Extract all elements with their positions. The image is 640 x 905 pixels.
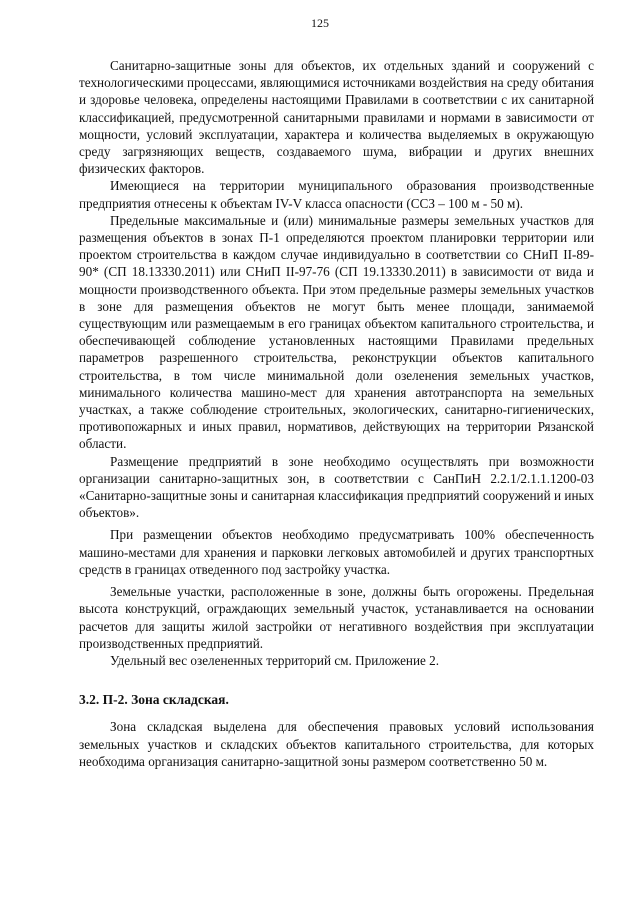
paragraph-warehouse-zone: Зона складская выделена для обеспечения правовых условий использования земельных участков и складских объектов капитального строительства, для которых необходима организация санитарно-защитной зоны размером соответственно 50 м. xyxy=(79,719,594,769)
paragraph-fencing: Земельные участки, расположенные в зоне, должны быть огорожены. Предельная высота конструкций, ограждающих земельный участок, устанавливается на основании расчетов для защиты жилой застройки от негативного воздействия при эксплуатации производственных предприятий. xyxy=(79,584,594,651)
paragraph-sanitary-zones: Санитарно-защитные зоны для объектов, их отдельных зданий и сооружений с технологическими процессами, являющимися источниками воздействия на среду обитания и здоровье человека, определены настоящими Правилами в соответствии с их санитарной классификацией, предусмотренной санитарными правилами и нормами в зависимости от мощности, условий эксплуатации, характера и количества выделяемых в окружающую среду загрязняющих веществ, создаваемого шума, вибрации и других внешних физических факторов. xyxy=(79,58,594,177)
paragraph-plot-sizes: Предельные максимальные и (или) минимальные размеры земельных участков для размещения объектов в зонах П-1 определяются проектом планировки территории или проектом строительства в каждом случае индивидуально в соответствии со СНиП II-89-90* (СП 18.13330.2011) или СНиП II-97-76 (СП 19.13330.2011) в зависимости от вида и мощности производственного объекта. При этом предельные размеры земельных участков в зоне для размещения объектов не могут быть менее площади, занимаемой существующим или размещаемым в его границах объектом капитального строительства, и обеспечивающей соблюдение установленных настоящими Правилами предельных параметров разрешенного строительства, реконструкции объектов капитального строительства, в том числе минимальной доли озеленения земельных участков, минимального количества машино-мест для хранения автотранспорта на земельных участках, а также соблюдение строительных, экологических, санитарно-гигиенических, противопожарных и иных правил, нормативов, действующих на территории Рязанской области. xyxy=(79,212,594,452)
document-body xyxy=(79,57,594,770)
paragraph-parking: При размещении объектов необходимо предусматривать 100% обеспеченность машино-местами для хранения и парковки легковых автомобилей и других транспортных средств в границах отведенного под застройку участка. xyxy=(79,527,594,577)
paragraph-greenery: Удельный вес озелененных территорий см. Приложение 2. xyxy=(110,652,440,668)
paragraph-placement: Размещение предприятий в зоне необходимо осуществлять при возможности организации санитарно-защитных зон, в соответствии с СанПиН 2.2.1/2.1.1.1200-03 «Санитарно-защитные зоны и санитарная классификация предприятий сооружений и иных объектов». xyxy=(79,453,594,521)
paragraph-hazard-class: Имеющиеся на территории муниципального образования производственные предприятия отнесены к объектам IV-V класса опасности (ССЗ – 100 м - 50 м). xyxy=(79,178,594,211)
section-heading: 3.2. П-2. Зона складская. xyxy=(79,692,229,708)
page-number: 125 xyxy=(311,16,329,30)
